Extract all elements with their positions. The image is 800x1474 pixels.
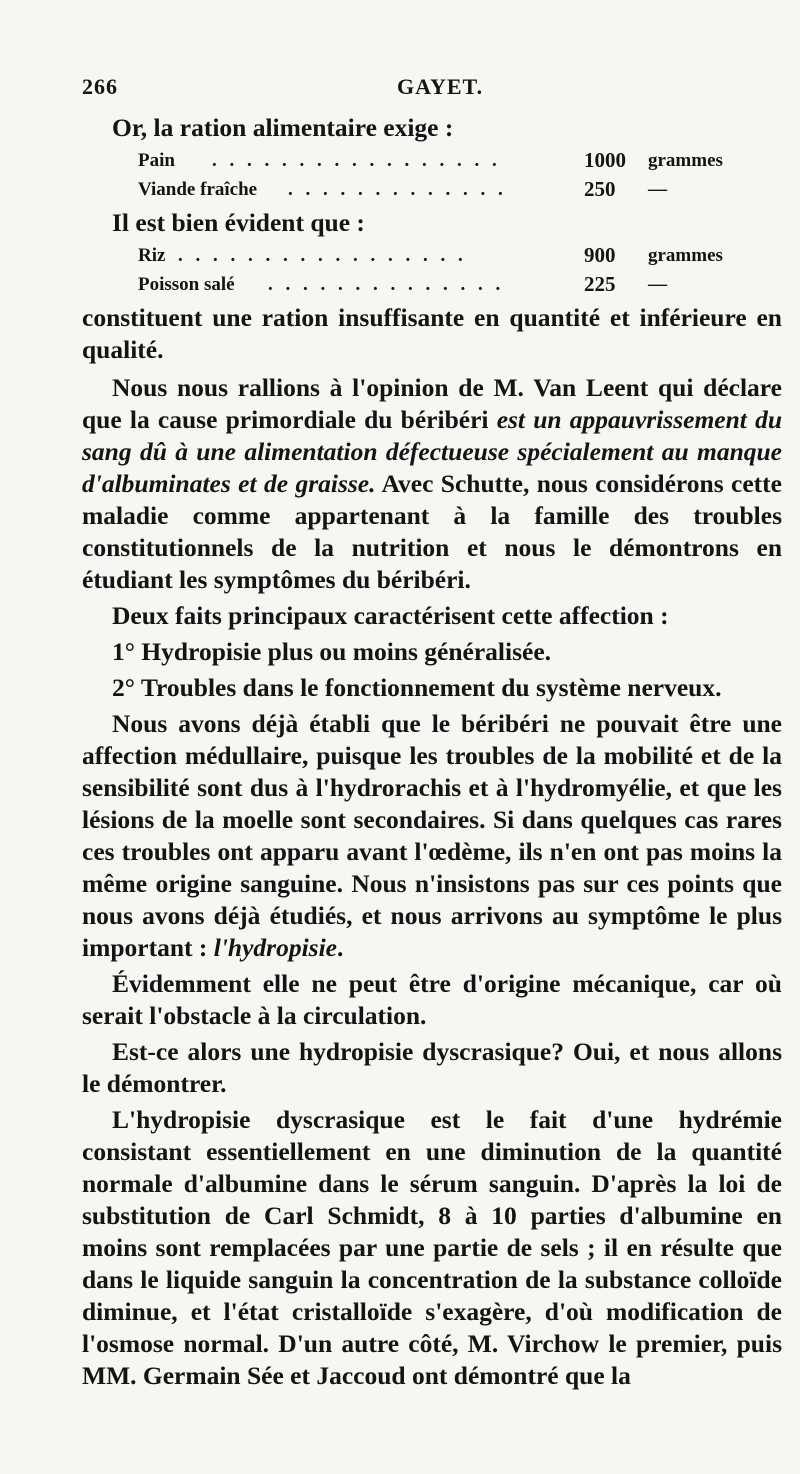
text-segment: . (337, 933, 344, 962)
body-text (82, 112, 782, 1392)
ration-item: Pain (138, 150, 175, 171)
ration-row-riz (138, 241, 746, 270)
ration-item: Riz (138, 245, 166, 266)
ration-unit: grammes (648, 245, 723, 266)
ration-quantity: 225 (584, 272, 616, 296)
ration-quantity: 1000 (584, 148, 626, 172)
running-title: GAYET. (397, 74, 484, 99)
ration-unit: grammes (648, 150, 723, 171)
ration-row-poisson (138, 270, 746, 299)
list-item-hydropisie: 1° Hydropisie plus ou moins généralisée. (112, 637, 552, 666)
text-segment: Nous avons déjà établi que le béribéri ne pouvait être une affection médullaire, puisque les troubles de la mobilité et de la sensibilité sont dus à l'hydrorachis et à l'hydromyélie, et que les lésions de la moelle sont secondaires. Si dans quelques cas rares ces troubles ont apparu avant l'œdème, ils n'en ont pas moins la même origine sanguine. Nous n'insistons pas sur ces points que nous avons déjà étudiés, et nous arrivons au symptôme le plus important : (82, 709, 782, 962)
paragraph-mecanique: Évidemment elle ne peut être d'origine mécanique, car où serait l'obstacle à la circulation. (82, 969, 782, 1030)
paragraph-dyscrasique-question: Est-ce alors une hydropisie dyscrasique? Oui, et nous allons le démontrer. (82, 1037, 782, 1098)
italic-term: l'hydropisie (213, 933, 337, 962)
intro-ration-1: Or, la ration alimentaire exige : (112, 113, 454, 142)
paragraph-hydremie: L'hydropisie dyscrasique est le fait d'une hydrémie consistant essentiellement en une diminution de la quantité normale d'albumine dans le sérum sanguin. D'après la loi de substitution de Carl Schmidt, 8 à 10 parties d'albumine en moins sont remplacées par une partie de sels ; il en résulte que dans le liquide sanguin la concentration de la substance colloïde diminue, et l'état cristalloïde s'exagère, d'où modification de l'osmose normal. D'un autre côté, M. Virchow le premier, puis MM. Germain Sée et Jaccoud ont démontré que la (82, 1105, 782, 1390)
ration-quantity: 250 (584, 177, 616, 201)
paragraph-ration-conclusion: constituent une ration insuffisante en quantité et inférieure en qualité. (82, 303, 782, 364)
intro-ration-2: Il est bien évident que : (112, 208, 365, 237)
leader-dots: . . . . . . . . . . . . . . . . . (212, 150, 501, 171)
leader-dots: . . . . . . . . . . . . . . (268, 274, 505, 295)
ration-row-pain (138, 146, 746, 175)
italic-quote: est un appauvrissement du sang dû à une alimentation défectueuse spécialement au manque d'albuminates et de graisse. (82, 405, 782, 498)
leader-dots: . . . . . . . . . . . . . . . . . (178, 245, 467, 266)
ration-item: Poisson salé (138, 274, 235, 295)
paragraph-van-leent (82, 372, 782, 596)
ration-quantity: 900 (584, 243, 616, 267)
text-segment: Avec Schutte, nous considérons cette maladie comme appartenant à la famille des troubles constitutionnels de la nutrition et nous le démontrons en étudiant les symptômes du béribéri. (82, 469, 782, 594)
leader-dots: . . . . . . . . . . . . . (288, 179, 507, 200)
paragraph-two-facts: Deux faits principaux caractérisent cette affection : (112, 601, 669, 630)
text-segment: Nous nous rallions à l'opinion de M. Van Leent qui déclare que la cause primordiale du béribéri (82, 373, 782, 434)
ration-unit: — (648, 274, 667, 295)
ration-row-viande (138, 175, 746, 204)
list-item-troubles: 2° Troubles dans le fonctionnement du système nerveux. (112, 673, 722, 702)
ration-unit: — (648, 179, 667, 200)
page-header (82, 74, 782, 108)
paragraph-medullaire (82, 708, 782, 964)
ration-item: Viande fraîche (138, 179, 258, 200)
page-number: 266 (82, 74, 118, 99)
